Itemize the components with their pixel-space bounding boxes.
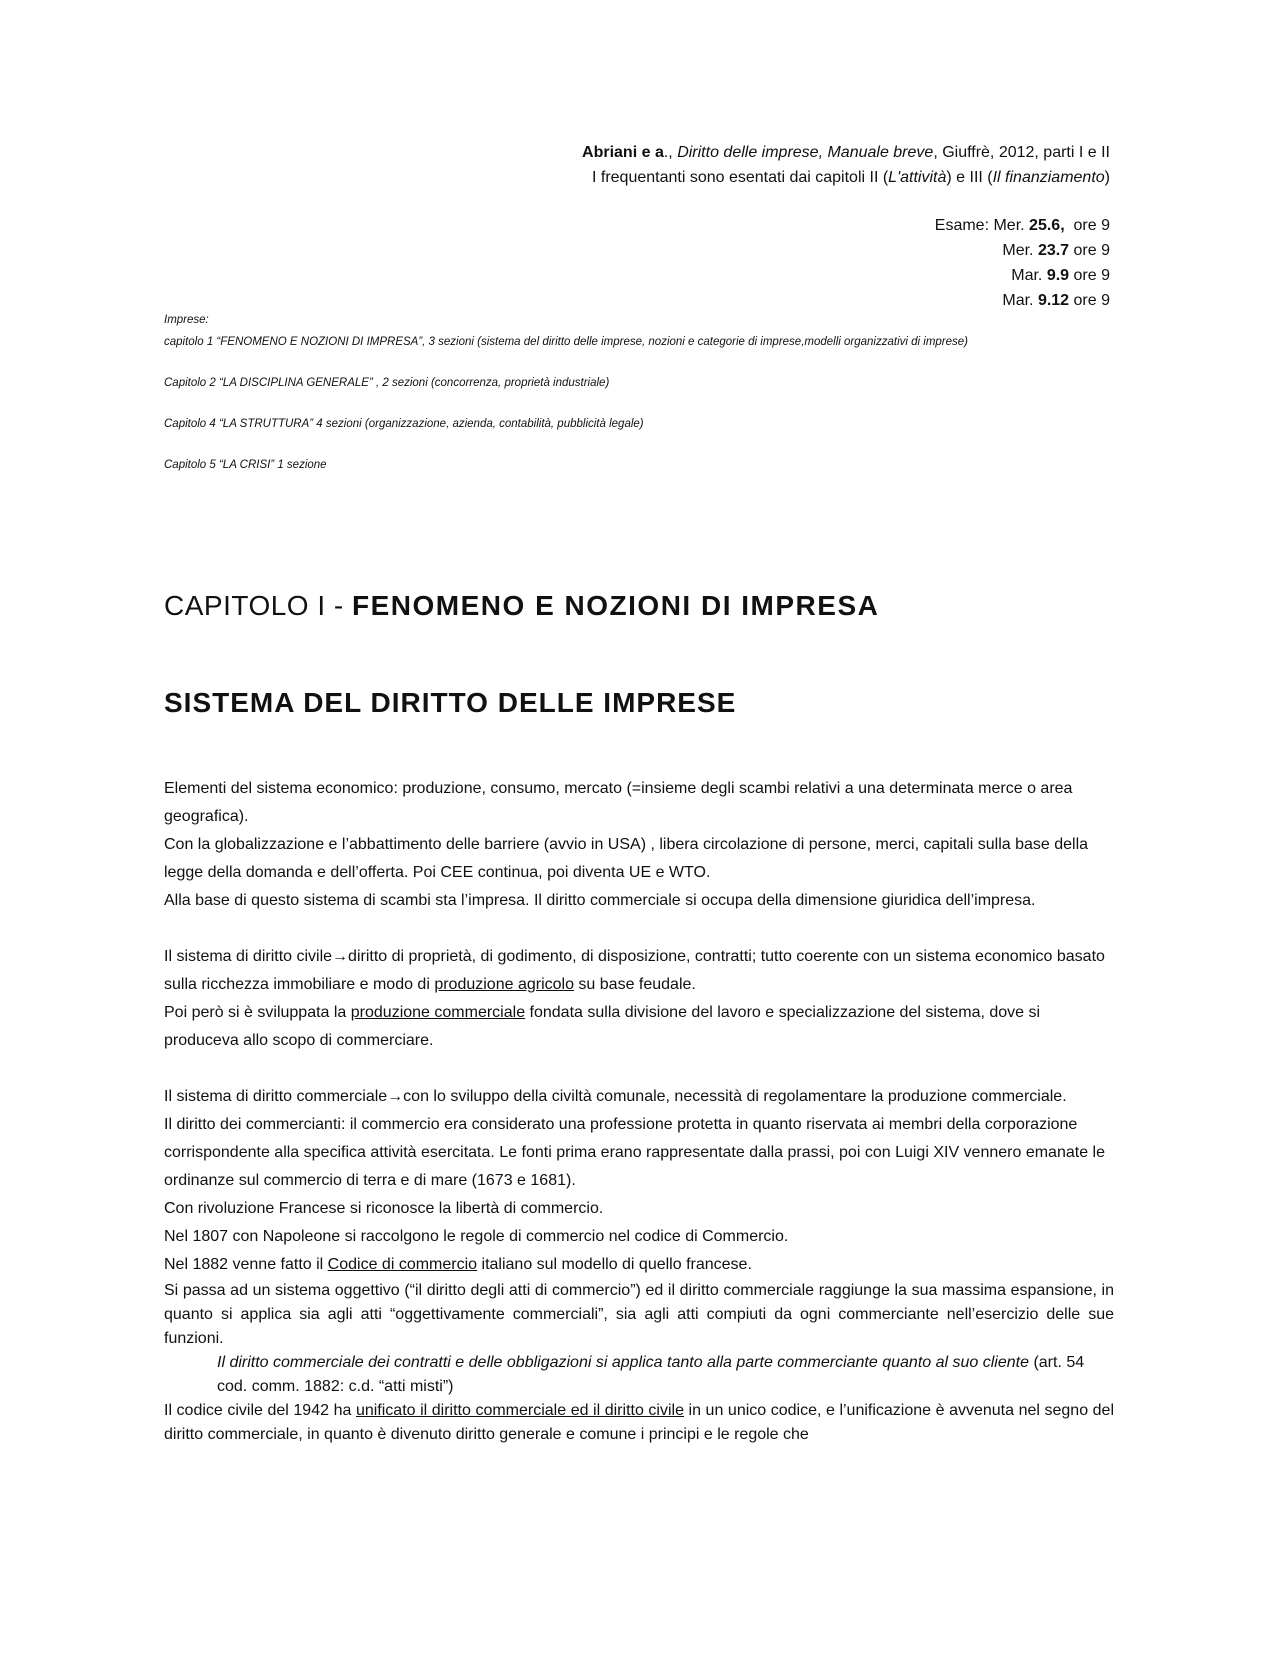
plan-chapter-item: capitolo 1 “FENOMENO E NOZIONI DI IMPRESA”, 3 sezioni (sistema del diritto delle imprese, nozioni e categorie di imprese,modelli organizzativi di imprese)	[164, 336, 969, 348]
paragraph: Il sistema di diritto commerciale→con lo sviluppo della civiltà comunale, necessità di regolamentare la produzione commerciale.	[164, 1088, 1067, 1105]
exam-label: Esame:	[934, 217, 990, 234]
plan-heading: Imprese:	[164, 314, 209, 326]
exam-date-row: Mer. 23.7 ore 9	[1002, 242, 1110, 259]
paragraph: Con rivoluzione Francese si riconosce la libertà di commercio.	[164, 1200, 604, 1217]
paragraph: Con la globalizzazione e l’abbattimento delle barriere (avvio in USA) , libera circolazione di persone, merci, capitali sulla base della legge della domanda e dell’offerta. Poi CEE continua, poi diventa UE e WTO.	[164, 836, 1089, 881]
paragraph: Alla base di questo sistema di scambi sta l’impresa. Il diritto commerciale si occupa della dimensione giuridica dell’impresa.	[164, 892, 1036, 909]
paragraph: Nel 1807 con Napoleone si raccolgono le regole di commercio nel codice di Commercio.	[164, 1228, 789, 1245]
exam-dates	[935, 213, 1110, 313]
exemption-note: I frequentanti sono esentati dai capitoli II (L'attività) e III (Il finanziamento)	[591, 169, 1110, 186]
body-text	[164, 775, 1114, 1447]
paragraph: Il diritto dei commercianti: il commercio era considerato una professione protetta in quanto riservata ai membri della corporazione corrispondente alla specifica attività esercitata. Le fonti prima erano rappresentate dalla prassi, poi con Luigi XIV vennero emanate le ordinanze sul commercio di terra e di mare (1673 e 1681).	[164, 1116, 1105, 1189]
paragraph: Il sistema di diritto civile→diritto di proprietà, di godimento, di disposizione, contratti; tutto coerente con un sistema economico basato sulla ricchezza immobiliare e modo di produzione agricolo su base feudale.	[164, 948, 1105, 993]
exam-date-row: Esame: Mer. 25.6, ore 9	[934, 217, 1110, 234]
paragraph: Il codice civile del 1942 ha unificato il diritto commerciale ed il diritto civile in un unico codice, e l’unificazione è avvenuta nel segno del diritto commerciale, in quanto è divenuto diritto generale e comune i principi e le regole che	[164, 1402, 1115, 1443]
exam-date-row: Mar. 9.12 ore 9	[1002, 292, 1110, 309]
paragraph: Poi però si è sviluppata la produzione commerciale fondata sulla divisione del lavoro e specializzazione del sistema, dove si produceva allo scopo di commerciare.	[164, 1004, 1041, 1049]
bibliography-header	[582, 140, 1110, 190]
book-title: Diritto delle imprese, Manuale breve	[677, 144, 934, 161]
plan-chapter-item: Capitolo 5 “LA CRISI” 1 sezione	[164, 459, 327, 471]
chapter-title: CAPITOLO I - FENOMENO E NOZIONI DI IMPRESA	[164, 590, 880, 621]
plan-chapter-item: Capitolo 4 “LA STRUTTURA” 4 sezioni (organizzazione, azienda, contabilità, pubblicità legale)	[164, 418, 644, 430]
bibliography-line: Abriani e a., Diritto delle imprese, Manuale breve, Giuffrè, 2012, parti I e II	[582, 144, 1110, 161]
publisher-info: , Giuffrè, 2012, parti I e II	[933, 144, 1110, 161]
course-plan	[164, 309, 1114, 476]
plan-chapter-item: Capitolo 2 “LA DISCIPLINA GENERALE” , 2 sezioni (concorrenza, proprietà industriale)	[164, 377, 610, 389]
paragraph: Nel 1882 venne fatto il Codice di commercio italiano sul modello di quello francese.	[164, 1256, 752, 1273]
paragraph: Elementi del sistema economico: produzione, consumo, mercato (=insieme degli scambi relativi a una determinata merce o area geografica).	[164, 780, 1073, 825]
block-quote: Il diritto commerciale dei contratti e delle obbligazioni si applica tanto alla parte commerciante quanto al suo cliente (art. 54 cod. comm. 1882: c.d. “atti misti”)	[217, 1354, 1085, 1395]
section-title: SISTEMA DEL DIRITTO DELLE IMPRESE	[164, 687, 737, 718]
author: Abriani e a	[582, 144, 664, 161]
paragraph: Si passa ad un sistema oggettivo (“il diritto degli atti di commercio”) ed il diritto commerciale raggiunge la sua massima espansione, in quanto si applica sia agli atti “oggettivamente commerciali”, sia agli atti compiuti da ogni commerciante nell’esercizio delle sue funzioni.	[164, 1282, 1114, 1347]
exam-date-row: Mar. 9.9 ore 9	[1011, 267, 1110, 284]
